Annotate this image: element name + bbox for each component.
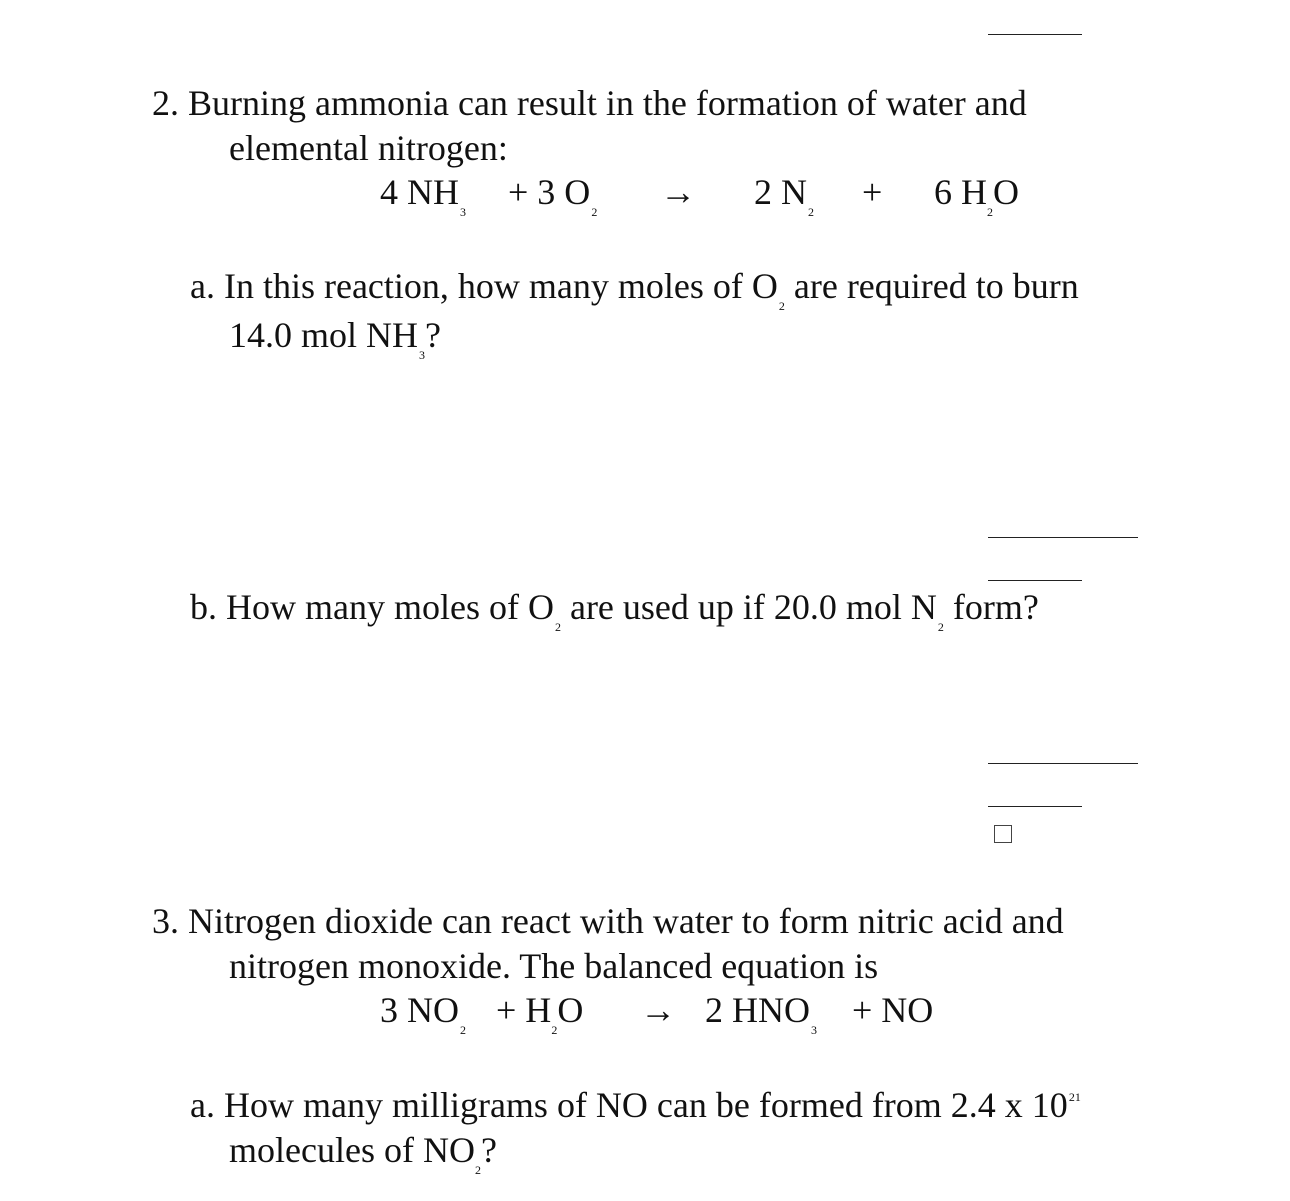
answer-line-2a-short (988, 580, 1082, 581)
q2a-line2: 14.0 mol $NH_3$? (229, 315, 441, 362)
q3a-line1: a. How many milligrams of NO can be formed from 2.4 x $10^{21}$ (190, 1085, 1081, 1125)
q2-number: 2. (152, 83, 179, 123)
q3-eq-arrow: → (640, 990, 676, 1030)
q3a-line2: molecules of $NO_2$? (229, 1130, 497, 1177)
q3-line1 (152, 899, 1064, 943)
answer-line-top (988, 34, 1082, 35)
answer-line-2b-short (988, 806, 1082, 807)
q2a-line1: a. In this reaction, how many moles of $O_2$ are required to burn (190, 266, 1079, 313)
answer-line-2a-long (988, 537, 1138, 538)
q2-line2: elemental nitrogen: (229, 128, 508, 168)
q2-eq-product2: 6 $H_2O$ (934, 172, 1019, 219)
q2-line1 (152, 81, 1027, 125)
q3-eq-product2: + NO (852, 990, 934, 1030)
q2-eq-reactant2: + 3 $O_2$ (508, 172, 598, 219)
q3-eq-reactant2: + $H_2O$ (496, 990, 584, 1037)
q3-eq-product1: 2 $HNO_3$ (705, 990, 817, 1037)
q2-text-line1: Burning ammonia can result in the formation of water and (188, 83, 1027, 123)
q2-eq-plus: + (862, 172, 883, 212)
q2b-line: b. How many moles of $O_2$ are used up if 20.0 mol $N_2$ form? (190, 587, 1039, 634)
q3-text-line1: Nitrogen dioxide can react with water to form nitric acid and (188, 901, 1064, 941)
answer-checkbox[interactable] (994, 825, 1012, 843)
q2-eq-reactant1: 4 $NH_3$ (380, 172, 466, 219)
q3-eq-reactant1: 3 $NO_2$ (380, 990, 466, 1037)
answer-line-2b-long (988, 763, 1138, 764)
q2-eq-product1: 2 $N_2$ (754, 172, 814, 219)
q3-line2: nitrogen monoxide. The balanced equation is (229, 946, 879, 986)
q2-eq-arrow: → (660, 172, 696, 212)
q3-number: 3. (152, 901, 179, 941)
